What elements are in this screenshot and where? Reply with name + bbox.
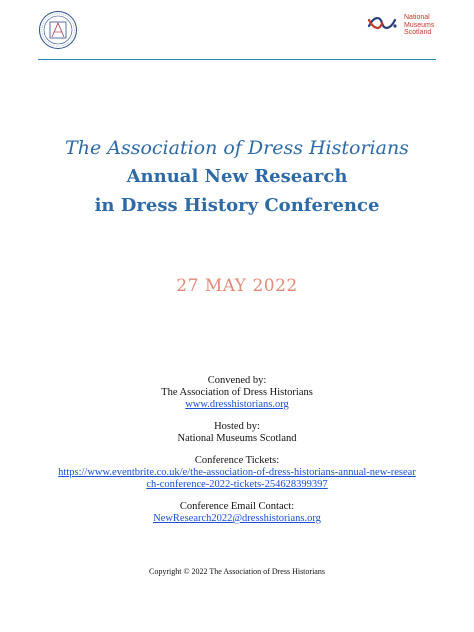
convened-label: Convened by: — [207, 375, 267, 386]
email-link[interactable]: NewResearch2022@dresshistorians.org — [153, 513, 321, 524]
association-seal-icon — [38, 10, 78, 50]
convened-name: The Association of Dress Historians — [161, 387, 313, 398]
tickets-link[interactable]: https://www.eventbrite.co.uk/e/the-association-of-dress-historians-annual-new-research-conference-2022-tickets-254628399397 — [58, 467, 416, 490]
title-line-1: The Association of Dress Historians — [65, 137, 409, 159]
hosted-name: National Museums Scotland — [177, 433, 297, 444]
national-museums-scotland-logo-icon — [366, 14, 398, 36]
nms-logo-text: National Museums Scotland — [404, 14, 435, 36]
hosted-label: Hosted by: — [214, 421, 260, 432]
email-section — [0, 501, 474, 525]
tickets-section — [0, 455, 474, 491]
title-line-2: Annual New Research — [126, 166, 348, 187]
conference-date: 27 MAY 2022 — [176, 276, 298, 296]
national-museums-scotland-logo — [366, 14, 434, 37]
copyright-notice: Copyright © 2022 The Association of Dress Historians — [149, 567, 325, 576]
convened-website-link[interactable]: www.dresshistorians.org — [185, 399, 289, 410]
tickets-label: Conference Tickets: — [194, 455, 280, 466]
email-label: Conference Email Contact: — [179, 501, 295, 512]
hosted-section — [0, 421, 474, 445]
header-divider — [38, 59, 436, 60]
convened-section — [0, 375, 474, 411]
conference-title — [0, 134, 474, 220]
conference-details — [0, 375, 474, 535]
title-line-3: in Dress History Conference — [94, 195, 380, 216]
